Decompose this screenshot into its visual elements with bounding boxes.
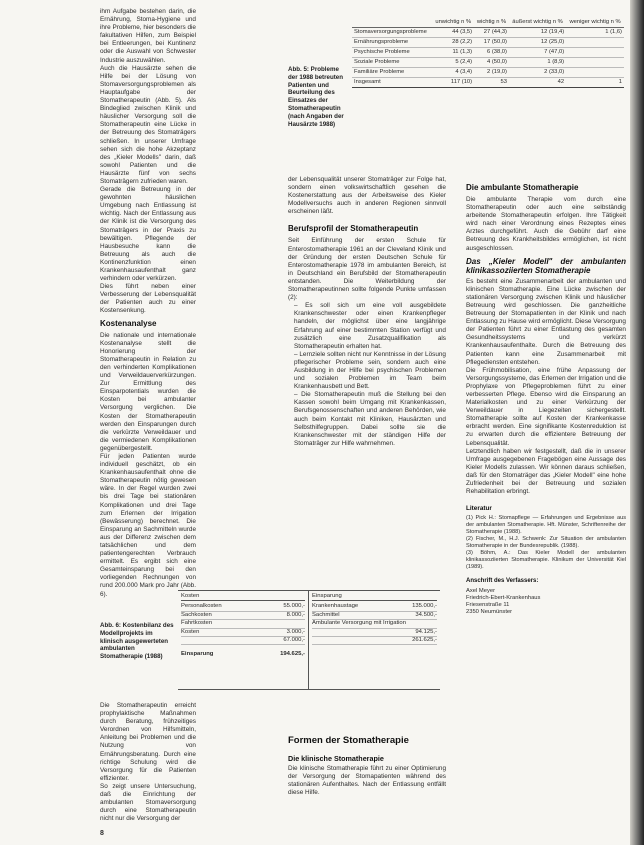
paragraph: Es besteht eine Zusammenarbeit der ambulanten und klinischen Stomatherapie. Eine Lücke zwischen der stationären Versorgung zwischen Klinik und häuslicher Betreuung wird geschlossen. Die ganzheitliche Betreuung der Stomapatienten in der Klinik und nach Entlassung zu Hause wird ermöglicht. Diese Versorgung der Patienten führt zu einer Entlastung des gesamten Gesundheitssystems und verkürzt Krankenhausaufenthalte. Durch die Betreuung des Patienten kann eine Zusammenarbeit mit Pflegediensten entstehen.	[466, 277, 626, 366]
figure-caption-5: Abb. 5: Probleme der 1988 betreuten Patienten und Beurteilung des Einsatzes der Stomatherapeutin (nach Angaben der Hausärzte 1988)	[288, 66, 344, 128]
savings-column	[309, 591, 440, 647]
table-cell: Sachmittel	[312, 611, 340, 618]
table-cell: 5 (2,4)	[432, 58, 474, 68]
table-cell	[566, 68, 624, 78]
table-cell	[566, 58, 624, 68]
paragraph: der Lebensqualität unserer Stomaträger zur Folge hat, sondern einen volkswirtschaftlich gesehen die Kostenerstattung aus der Arbeitsweise des Kieler Modellversuchs auch in anderen Regionen sinnvoll erscheinen läßt.	[288, 176, 446, 216]
table-cell: Familiäre Probleme	[352, 68, 432, 78]
table-cell: 67.000,-	[283, 637, 305, 644]
header-label: Kosten	[181, 593, 200, 599]
costs-column	[178, 591, 309, 689]
table-cell: 42	[509, 78, 566, 88]
table-cell: 27 (44,3)	[474, 28, 509, 38]
list-item-text: Die Stomatherapeutin muß die Stellung bei den Kassen sowohl beim Umgang mit Krankenkassen, Berufsgenossenschaften und anderen Behörden, wie auch beim Kontakt mit Kliniken, Hausärzten und Selbsthilfegruppen. Dabei sollte sie die Krankenschwester mit der ständigen Hilfe der Stomaträger zur Hilfe wahrnehmen.	[294, 391, 446, 447]
table-cell: 11 (1,3)	[432, 48, 474, 58]
table-cell: Psychische Probleme	[352, 48, 432, 58]
table-cell: Krankenhaustage	[312, 603, 359, 610]
table-row	[352, 38, 624, 48]
table-cell: Insgesamt	[352, 78, 432, 88]
table-figure-5	[352, 18, 624, 88]
section-heading-clinic: Die klinische Stomatherapie	[288, 754, 384, 763]
page-number: 8	[100, 830, 104, 837]
paragraph: Die nationale und internationale Kostenanalyse stellt die Honorierung der Stomatherapeutin in Relation zu den verhinderten Komplikationen und Verweildauerverkürzungen. Zur Ermittlung des Einsparpotentials wurden die Kosten bei ambulanter Versorgung verglichen. Die Kosten der Stomatherapeutin werden den Einsparungen durch die verkürzte Verweildauer und die vermiedenen Komplikationen gegenübergestellt.	[100, 331, 196, 452]
table-cell	[566, 48, 624, 58]
section-heading-model: Das „Kieler Modell" der ambulanten klinikassoziierten Stomatherapie	[466, 256, 626, 276]
section-heading-costs: Kostenanalyse	[100, 318, 157, 328]
table-cell: Fahrtkosten	[181, 620, 213, 627]
table-cell: Soziale Probleme	[352, 58, 432, 68]
list-item: – Es soll sich um eine voll ausgebildete Krankenschwester oder einen Krankenpfleger handeln, der möglichst über eine langjährige Erfahrung auf einer bestimmten Station verfügt und zusätzlich eine Zusatzqualifikation als Stomatherapeutin erhalten hat.	[294, 302, 446, 350]
column-2	[288, 176, 446, 584]
table-header-cell	[181, 593, 305, 601]
table-cell: 2 (33,0)	[509, 68, 566, 78]
table-cell: 94.125,-	[415, 628, 437, 635]
references-heading: Literatur	[466, 505, 492, 513]
table-row	[181, 620, 305, 628]
table-row	[312, 637, 437, 645]
paragraph: Seit Einführung der ersten Schule für Enterostomatherapie 1961 an der Cleveland Klinik und der Gründung der ersten Deutschen Schule für Enterostomatherapie 1978 im ambulanten Bereich, ist in Deutschland ein Berufsbild der Stomatherapeutin entstanden. Die Weiterbildung der Stomatherapeutinnen sollte folgende Punkte umfassen (2):	[288, 237, 446, 302]
table-cell: 6 (38,0)	[474, 48, 509, 58]
paragraph: Die Stomatherapeutin erreicht prophylaktische Maßnahmen durch Beratung, frühzeitiges Verordnen von Hilfsmitteln, Anleitung bei Problemen und die Nutzung von Ernährungsberatung. Durch eine richtige Schulung wird die Versorgung für die Patienten effizienter.	[100, 702, 196, 782]
table-header-cell: wichtig n %	[474, 18, 509, 28]
column-2-bottom	[288, 732, 446, 824]
author-address-heading: Anschrift des Verfassers:	[466, 578, 539, 585]
table-cell	[566, 38, 624, 48]
table-cell: 4 (50,0)	[474, 58, 509, 68]
paragraph: Die ambulante Therapie vom durch eine Stomatherapeutin oder auch eine selbständig arbeitende Stomatherapeutin erfolgen. Ihre Tätigkeit wird nach einer Verordnung eines Rezeptes eines Arztes durchgeführt. Auch die Gebühr darf eine Betreuung des Krankheitsbildes ermöglichen, ist nicht ausgeschlossen.	[466, 196, 626, 252]
column-1-top	[100, 8, 196, 598]
table-cell: 17 (50,0)	[474, 38, 509, 48]
section-heading-ambulant: Die ambulante Stomatherapie	[466, 183, 579, 192]
table-header-row	[352, 18, 624, 28]
table-cell: 44 (3,5)	[432, 28, 474, 38]
table-figure-6	[178, 590, 440, 690]
table-row	[181, 629, 305, 637]
table-cell: 261.625,-	[412, 637, 437, 644]
table-cell: 1	[566, 78, 624, 88]
table-row	[181, 603, 305, 611]
table-row	[312, 603, 437, 611]
paragraph: ihm Aufgabe bestehen darin, die Ernährung, Stoma-Hygiene und ihre Probleme, hier besonders die fakultativen Hilfen, zum Beispiel bei Entleerungen, bei Kuntinenz oder die Auswahl von Schwester Industrie auszuwählen.	[100, 8, 196, 64]
section-heading-forms: Formen der Stomatherapie	[288, 735, 409, 746]
page-binding-shadow	[630, 0, 644, 845]
table-cell: Kosten	[181, 628, 200, 635]
column-3	[466, 180, 626, 828]
table-row	[312, 620, 437, 628]
table-cell: Ambulante Versorgung mit Irrigation	[312, 620, 406, 627]
table-row	[352, 68, 624, 78]
table-cell: Personalkosten	[181, 603, 222, 610]
table-cell: 7 (47,0)	[509, 48, 566, 58]
table-cell: 12 (19,4)	[509, 28, 566, 38]
table-header-cell	[312, 593, 437, 601]
table-row	[352, 28, 624, 38]
list-item-text: Lernziele sollten nicht nur Kenntnisse in der Lösung pflegerischer Probleme sein, sondern auch eine Ausbildung in der Hilfe bei psychischen Problemen und sozialen Problemen im Team beim Krankenhausbett und Bett.	[294, 350, 446, 391]
table-row	[352, 58, 624, 68]
paragraph: Dies führt neben einer Verbesserung der Lebensqualität der Patienten auch zu einer Kostensenkung.	[100, 283, 196, 315]
table-header-cell: äußerst wichtig n %	[509, 18, 566, 28]
table-row	[352, 48, 624, 58]
paragraph: Die Frühmobilisation, eine frühe Anpassung der Versorgungssysteme, das Erlernen der Irrigation und die Prophylaxe von Pflegeproblemen führt zu einer verbesserten Pflege. Ebenso wird die Einsparung an Materialkosten und zu einer Verkürzung der Verweildauer in Liegezeiten sichergestellt. Stomatherapie sollte auf Kosten der Krankenkasse erbracht werden. Eine signifikante Kostenreduktion ist zu erwarten durch die effizientere Betreuung der Lebensqualität.	[466, 366, 626, 447]
table-cell: 4 (3,4)	[432, 68, 474, 78]
table-cell: 1 (1,6)	[566, 28, 624, 38]
table-total-row	[352, 78, 624, 88]
list-item: – Die Stomatherapeutin muß die Stellung bei den Kassen sowohl beim Umgang mit Krankenkassen, Berufsgenossenschaften und anderen Behörden, wie auch beim Kontakt mit Kliniken, Hausärzten und Selbsthilfegruppen. Dabei sollte sie die Krankenschwester mit der ständigen Hilfe der Stomaträger zur Hilfe wahrnehmen.	[294, 391, 446, 447]
paragraph: Letztendlich haben wir festgestellt, daß die in unserer Umfrage ausgegebenen Fragebögen eine Aussage des Kieler Modells zulassen. Wir können daraus schließen, daß für den Stomaträger das „Kieler Modell" eine hohe Zufriedenheit bei der Betreuung und sozialen Rehabilitation erbringt.	[466, 447, 626, 496]
table-cell: 2 (19,0)	[474, 68, 509, 78]
paragraph: So zeigt unsere Untersuchung, daß die Einrichtung der ambulanten Stomaversorgung durch eine Stomatherapeutin nicht nur die Versorgung der	[100, 782, 196, 823]
paragraph: Die klinische Stomatherapie führt zu einer Optimierung der Versorgung der Stomapatienten während des stationären Aufenthaltes. Nach der Entlassung entfällt diese Hilfe.	[288, 765, 446, 797]
list-item-text: Es soll sich um eine voll ausgebildete Krankenschwester oder einen Krankenpfleger handeln, der möglichst über eine langjährige Erfahrung auf einer bestimmten Station verfügt und zusätzlich eine Zusatzqualifikation als Stomatherapeutin erhalten hat.	[294, 302, 446, 350]
table-cell: 28 (2,2)	[432, 38, 474, 48]
column-1-bottom	[100, 702, 196, 822]
paragraph: Auch die Hausärzte sehen die Hilfe bei der Lösung von Stomaversorgungsproblemen als Hauptaufgabe der Stomatherapeutin (Abb. 5). Als Bindeglied zwischen Klinik und häuslicher Versorgung soll die Stomatherapeutin eine Lücke in der Betreuung des Stomaträgers schließen. In unserer Umfrage sehen sich die hohe Akzeptanz des „Kieler Modells" darin, daß sowohl Patienten und die Hausärzte fünf von sechs Stomaträgern zufrieden waren.	[100, 64, 196, 185]
table-cell: 53	[474, 78, 509, 88]
references: (1) Pick H.: Stomapflege — Erfahrungen und Ergebnisse aus der ambulanten Stomatherapie. Hft. Münster, Schriftenreihe der Stomatherapie (1988). (2) Fischer, M., H.J. Schwenk: Zur Situation der ambulanten Stomatherapie in der Bundesrepublik. (1988). (3) Böhm, A.: Das Kieler Modell der ambulanten klinikassoziierten Stomatherapie. Klinikum der Universität Kiel (1989).	[466, 515, 626, 571]
table-cell: 117 (10)	[432, 78, 474, 88]
table-cell: Stomaversorgungsprobleme	[352, 28, 432, 38]
table-row	[312, 629, 437, 637]
table-cell: Einsparung	[181, 651, 214, 658]
table-row	[181, 637, 305, 645]
table-cell: 55.000,-	[283, 603, 305, 610]
table-total-row	[181, 651, 305, 658]
table-header-cell: weniger wichtig n %	[566, 18, 624, 28]
table-cell: 12 (25,0)	[509, 38, 566, 48]
paragraph: Für jeden Patienten wurde individuell geschätzt, ob ein Krankenhausaufenthalt ohne die Stomatherapeutin nötig gewesen wäre. In der Regel wurden zwei bis drei Tage bei stationären Komplikationen und drei Tage zum Erlernen der Irrigation (Bewässerung) berechnet. Die Einsparung an Sachmitteln wurde aus der Differenz zwischen dem tatsächlichen und dem patientengerechten Verbrauch ermittelt. Es ergibt sich eine Gesamteinsparung bei den vorliegenden Rechnungen von rund 200.000 Mark pro Jahr (Abb. 6).	[100, 452, 196, 598]
table-cell: Ernährungsprobleme	[352, 38, 432, 48]
list-item: – Lernziele sollten nicht nur Kenntnisse in der Lösung pflegerischer Probleme sein, sondern auch eine Ausbildung in der Hilfe bei psychischen Problemen und sozialen Problemen im Team beim Krankenhausbett und Bett.	[294, 350, 446, 391]
table-row	[181, 612, 305, 620]
author-address: Axel Meyer Friedrich-Ebert-Krankenhaus Friesenstraße 11 2350 Neumünster	[466, 588, 541, 616]
table-cell: 135.000,-	[412, 603, 437, 610]
table-cell: 8.000,-	[286, 611, 305, 618]
section-heading-profile: Berufsprofil der Stomatherapeutin	[288, 224, 419, 234]
table-cell: 1 (8,9)	[509, 58, 566, 68]
table-cell: 194.625,-	[280, 651, 305, 658]
paragraph: Gerade die Betreuung in der gewohnten häuslichen Umgebung nach Entlassung ist wichtig. Nach der Entlassung aus der Klinik ist die Versorgung des Stomaträgers in der Praxis zu bewältigen. Pflegende der Hausbesuche kann die Betreuung als auch die Kontinenzfunktion einen Krankenhausaufenthalt ganz verhindern oder verkürzen.	[100, 186, 196, 283]
table-cell: 3.000,-	[286, 628, 305, 635]
header-label: Einsparung	[312, 593, 342, 599]
table-cell: Sachkosten	[181, 611, 212, 618]
table-header-cell: unwichtig n %	[432, 18, 474, 28]
table-header-cell	[352, 18, 432, 28]
figure-caption-6: Abb. 6: Kostenbilanz des Modellprojekts im klinisch ausgewerteten ambulanten Stomatherapie (1988)	[100, 622, 174, 661]
table-row	[312, 612, 437, 620]
table-cell: 34.500,-	[415, 611, 437, 618]
